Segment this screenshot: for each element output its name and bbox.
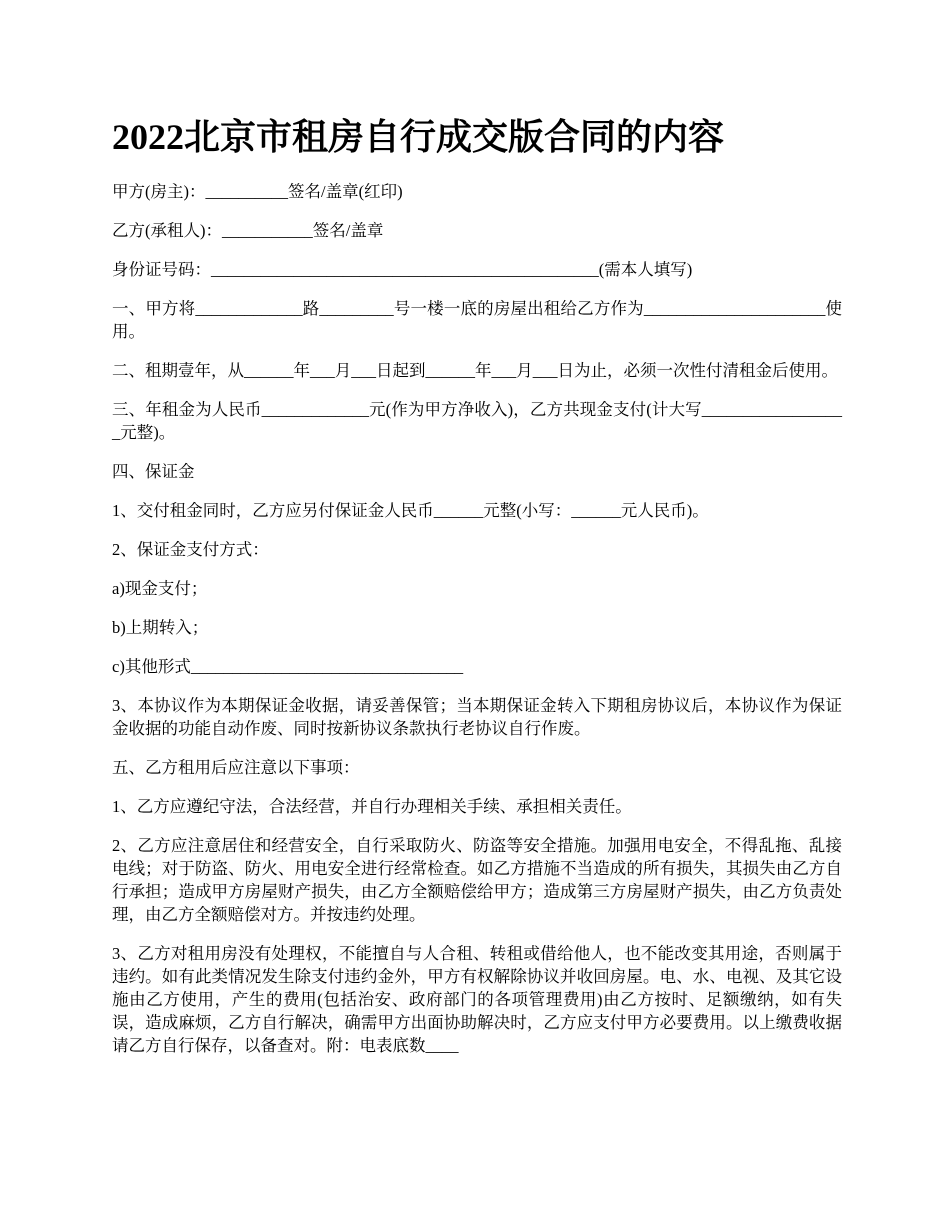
deposit-option-a: a)现金支付； (112, 579, 208, 598)
document-title: 2022北京市租房自行成交版合同的内容 (112, 117, 725, 157)
id-number-line: 身份证号码：_______________________________________________(需本人填写) (112, 260, 693, 279)
deposit-option-b: b)上期转入； (112, 618, 209, 637)
deposit-item-1: 1、交付租金同时，乙方应另付保证金人民币______元整(小写：______元人民币)。 (112, 501, 709, 520)
clause-2: 二、租期壹年，从______年___月___日起到______年___月___日为止，必须一次性付清租金后使用。 (112, 361, 838, 380)
clause-1: 一、甲方将_____________路_________号一楼一底的房屋出租给乙方作为______________________使用。 (112, 299, 842, 341)
deposit-item-2: 2、保证金支付方式： (112, 540, 269, 559)
clause-4-heading: 四、保证金 (112, 462, 195, 481)
notice-item-2: 2、乙方应注意居住和经营安全，自行采取防火、防盗等安全措施。加强用电安全，不得乱拖、乱接电线；对于防盗、防火、用电安全进行经常检查。如乙方措施不当造成的所有损失，其损失由乙方自行承担；造成甲方房屋财产损失，由乙方全额赔偿给甲方；造成第三方房屋财产损失，由乙方负责处理，由乙方全额赔偿对方。并按违约处理。 (112, 836, 842, 924)
notice-item-1: 1、乙方应遵纪守法，合法经营，并自行办理相关手续、承担相关责任。 (112, 797, 632, 816)
party-a-line: 甲方(房主)：__________签名/盖章(红印) (112, 182, 403, 201)
party-b-line: 乙方(承租人)：___________签名/盖章 (112, 221, 384, 240)
clause-3: 三、年租金为人民币_____________元(作为甲方净收入)，乙方共现金支付(计大写__________________元整)。 (112, 400, 842, 442)
notice-item-3: 3、乙方对租用房没有处理权，不能擅自与人合租、转租或借给他人，也不能改变其用途，否则属于违约。如有此类情况发生除支付违约金外，甲方有权解除协议并收回房屋。电、水、电视、及其它设施由乙方使用，产生的费用(包括治安、政府部门的各项管理费用)由乙方按时、足额缴纳，如有失误，造成麻烦，乙方自行解决，确需甲方出面协助解决时，乙方应支付甲方必要费用。以上缴费收据请乙方自行保存，以备查对。附：电表底数____ (112, 944, 842, 1055)
document-body (112, 180, 842, 1073)
clause-5-heading: 五、乙方租用后应注意以下事项： (112, 758, 360, 777)
deposit-option-c: c)其他形式_________________________________ (112, 657, 464, 676)
deposit-item-3: 3、本协议作为本期保证金收据，请妥善保管；当本期保证金转入下期租房协议后，本协议作为保证金收据的功能自动作废、同时按新协议条款执行老协议自行作废。 (112, 696, 842, 738)
